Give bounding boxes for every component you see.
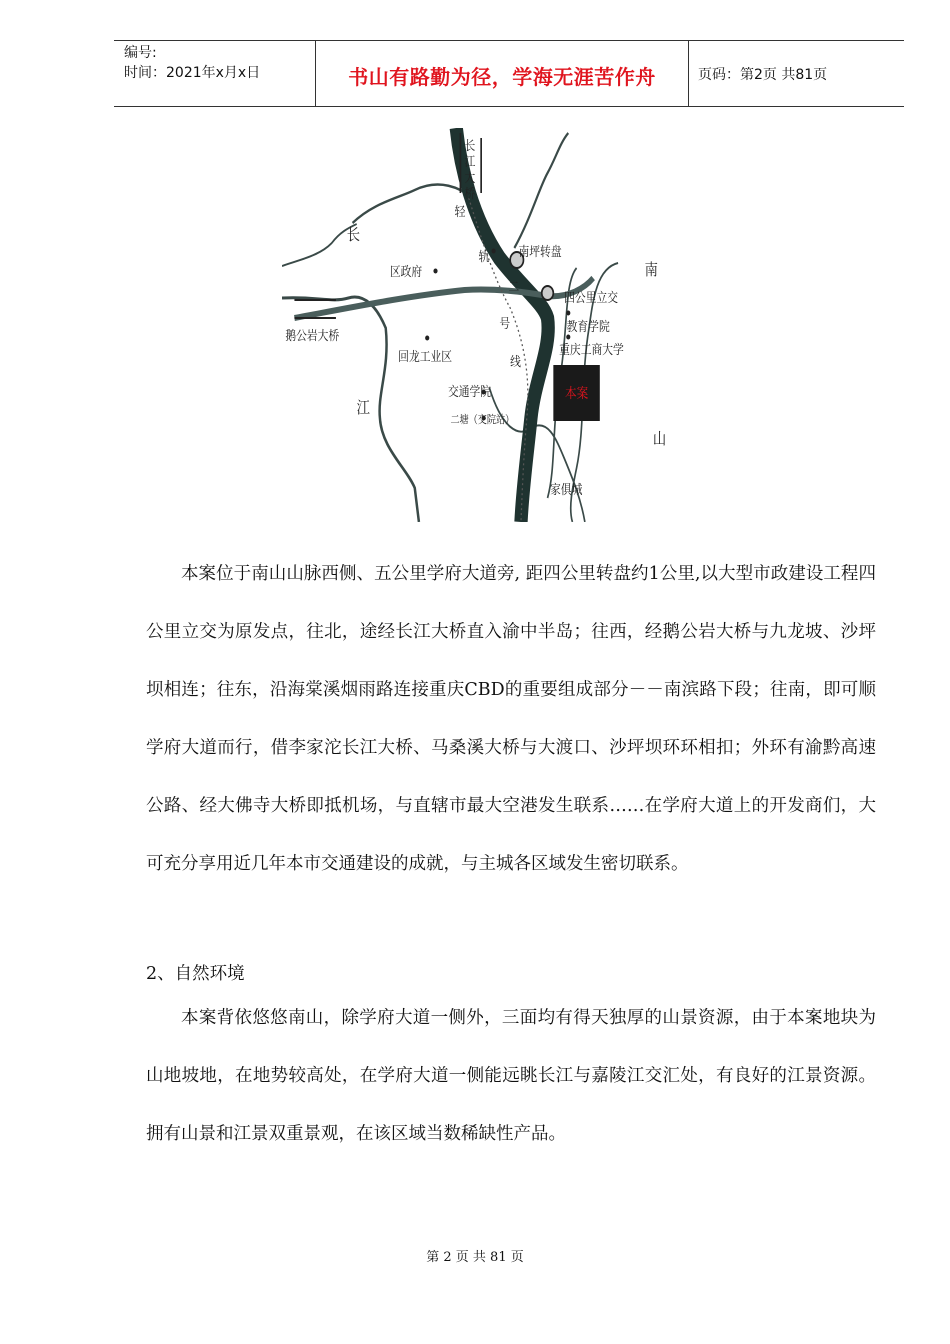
svg-text:长: 长 <box>464 138 476 154</box>
mountain-label-nan: 南 <box>644 260 658 280</box>
education-dot <box>566 311 570 316</box>
svg-text:江: 江 <box>464 154 476 170</box>
station-label: 二塘（交院站） <box>450 414 515 427</box>
time-label: 时间：2021年x月x日 <box>124 65 261 81</box>
huilong-dot <box>425 336 429 341</box>
paragraph-location: 本案位于南山山脉西侧、五公里学府大道旁, 距四公里转盘约1公里,以大型市政建设工程四公里立交为原发点，往北，途经长江大桥直入渝中半岛；往西，经鹅公岩大桥与九龙坡、沙坪坝相连；往东，沿海棠溪烟雨路连接重庆CBD的重要组成部分－－南滨路下段；往南，即可顺学府大道而行，借李家沱长江大桥、马桑溪大桥与大渡口、沙坪坝环环相扣；外环有渝黔高速公路、经大佛寺大桥即抵机场，与直辖市最大空港发生联系……在学府大道上的开发商们，大可充分享用近几年本市交通建设的成就，与主城各区域发生密切联系。 <box>146 564 876 874</box>
sigongli-label: 四公里立交 <box>564 290 619 306</box>
light-rail-label-2: 轨 <box>478 249 490 265</box>
location-map <box>282 128 672 522</box>
header-divider <box>688 40 689 107</box>
bridge-changjiang-label <box>465 138 476 201</box>
light-rail-label-5: 线 <box>510 354 521 370</box>
huilong-label: 回龙工业区 <box>398 349 453 365</box>
section-heading: 2、自然环境 <box>146 964 245 984</box>
page-footer: 第 2 页 共 81 页 <box>426 1250 524 1265</box>
district-gov-label: 区政府 <box>389 264 423 280</box>
river-label-chang: 长 <box>346 225 361 245</box>
header-motto: 书山有路勤为径，学海无涯苦作舟 <box>348 65 656 89</box>
header-page-number: 页码：第2页 共81页 <box>698 67 828 83</box>
rail-dot <box>492 249 496 254</box>
jiaotong-label: 交通学院 <box>447 384 492 400</box>
bridge-egongyan-label: 鹅公岩大桥 <box>285 328 340 344</box>
paragraph-environment: 本案背依悠悠南山，除学府大道一侧外，三面均有得天独厚的山景资源，由于本案地块为山地坡地，在地势较高处，在学府大道一侧能远眺长江与嘉陵江交汇处，有良好的江景资源。拥有山景和江景双重景观，在该区域当数稀缺性产品。 <box>146 1008 876 1144</box>
cq-tech-dot <box>566 335 570 340</box>
light-rail-label-1: 轻 <box>454 204 466 220</box>
district-gov-dot <box>433 269 437 274</box>
light-rail-label-3: 二 <box>508 279 520 295</box>
header-top-rule <box>114 40 904 41</box>
light-rail-label-4: 号 <box>499 316 511 332</box>
project-site-label: 本案 <box>564 386 589 403</box>
river-edge-line <box>514 133 568 248</box>
document-header <box>114 40 904 107</box>
svg-text:大: 大 <box>464 170 476 186</box>
sigongli-interchange-marker <box>542 286 554 300</box>
river-edge-line <box>282 224 357 266</box>
education-label: 教育学院 <box>566 319 610 335</box>
nanping-label: 南坪转盘 <box>518 244 562 260</box>
number-label: 编号: <box>124 45 157 61</box>
svg-text:桥: 桥 <box>464 186 476 202</box>
header-bottom-rule <box>114 106 904 107</box>
header-meta <box>124 43 260 83</box>
furniture-label: 家俱城 <box>550 482 583 498</box>
cq-tech-label: 重庆工商大学 <box>559 342 624 358</box>
river-label-jiang: 江 <box>356 398 370 418</box>
mountain-label-shan: 山 <box>652 429 667 449</box>
